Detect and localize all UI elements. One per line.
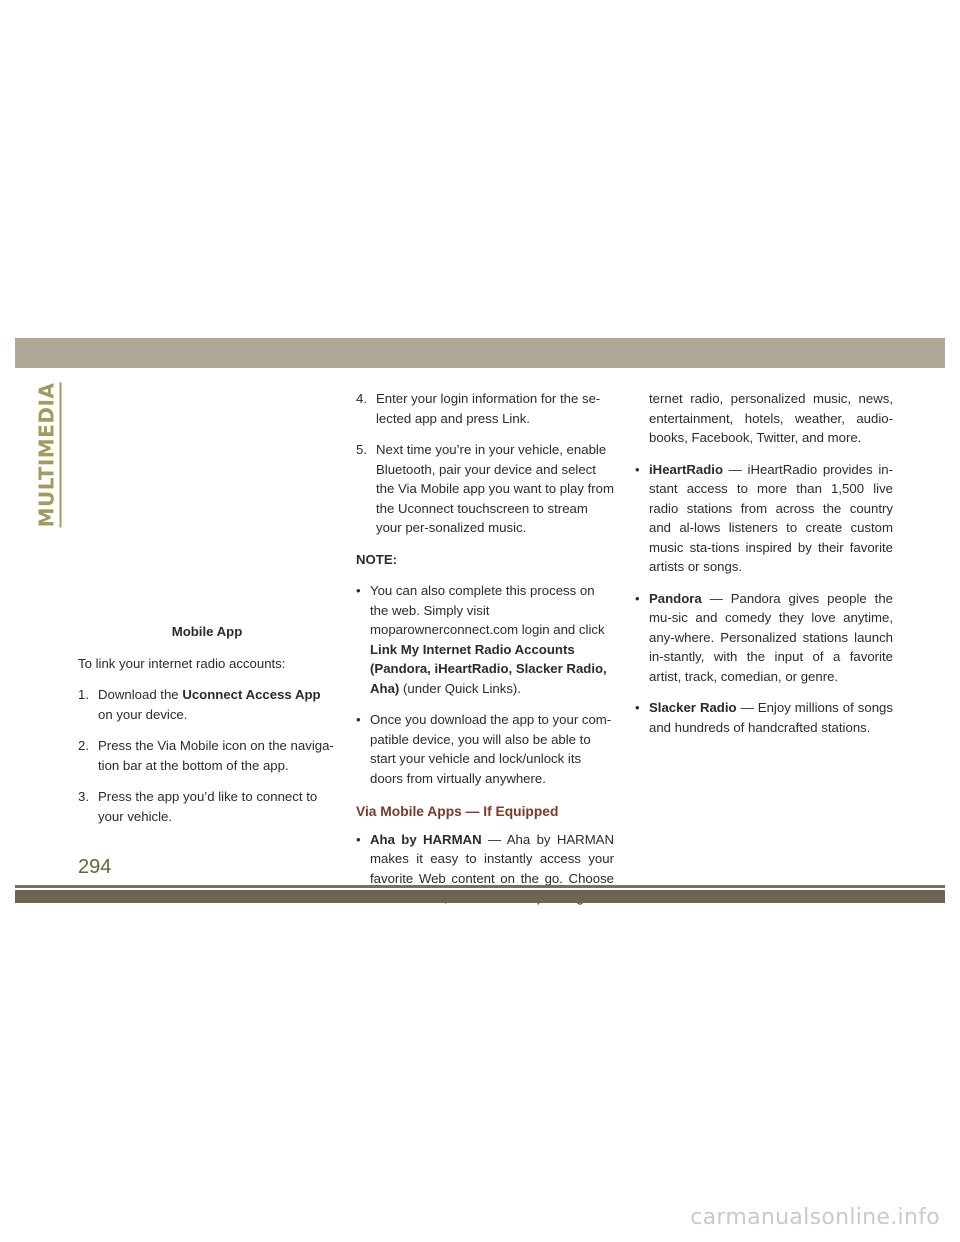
bullet-text: You can also complete this process on the web. Simply visit moparownerconnect.com login and click	[370, 583, 605, 637]
list-item	[356, 710, 614, 788]
step-number: 4.	[356, 391, 367, 406]
column-3	[635, 389, 893, 749]
step-text: Next time you’re in your vehicle, enable Bluetooth, pair your device and select the Via Mobile app you want to play from the Uconnect touchscreen to stream your per-sonalized music.	[376, 442, 614, 535]
step-number: 1.	[78, 687, 89, 702]
bullet-icon: •	[356, 583, 361, 598]
section-heading: Via Mobile Apps — If Equipped	[356, 804, 559, 819]
step-number: 5.	[356, 442, 367, 457]
figure-caption: Mobile App	[171, 624, 243, 639]
section-tab-label: MULTIMEDIA	[35, 382, 62, 527]
step-text: Press the app you’d like to connect to your vehicle.	[98, 789, 318, 824]
bullet-bold: iHeartRadio	[649, 461, 724, 477]
continuation-text: ternet radio, personalized music, news, entertainment, hotels, weather, audio-books, Facebook, Twitter, and more.	[649, 391, 893, 445]
bullet-text: — Enjoy millions of songs and hundreds of handcrafted stations.	[649, 700, 893, 735]
list-item	[78, 736, 336, 775]
list-item	[78, 787, 336, 826]
step-text: Download the	[98, 687, 183, 702]
list-item	[635, 698, 893, 737]
column-1	[78, 622, 336, 838]
bullet-bold: Link My Internet Radio Accounts (Pandora, iHeartRadio, Slacker Radio, Aha)	[370, 641, 607, 696]
list-item	[635, 589, 893, 687]
step-bold: Uconnect Access App	[182, 687, 321, 702]
page-number: 294	[78, 856, 112, 878]
step-number: 3.	[78, 789, 89, 804]
bullet-icon: •	[635, 461, 640, 477]
bullet-icon: •	[635, 700, 640, 715]
bullet-text: Once you download the app to your com-patible device, you will also be able to start your vehicle and lock/unlock its doors from virtually anywhere.	[370, 712, 612, 786]
bullet-bold: Slacker Radio	[649, 700, 737, 715]
step-text: Press the Via Mobile icon on the naviga-tion bar at the bottom of the app.	[98, 738, 334, 773]
list-item	[356, 581, 614, 698]
bullet-text: (under Quick Links).	[399, 680, 521, 696]
intro-text: To link your internet radio accounts:	[78, 655, 286, 671]
list-item	[356, 440, 614, 538]
bullet-icon: •	[635, 590, 640, 606]
column-2	[356, 389, 614, 920]
header-band	[15, 338, 945, 368]
list-item	[78, 685, 336, 724]
footer-band	[15, 890, 945, 903]
list-item	[356, 389, 614, 428]
bullet-text: — Aha by HARMAN makes it easy to instantly access your favorite Web content on the go. Choose	[370, 831, 615, 886]
bullet-icon: •	[356, 712, 361, 727]
bullet-text: — iHeartRadio provides in-stant access to more than 1,500 live radio stations from across the country and al-lows listeners to create custom music sta-tions inspired by their favorite artists or songs.	[649, 461, 893, 574]
bullet-bold: Aha by HARMAN	[370, 831, 482, 847]
watermark: carmanualsonline.info	[690, 1205, 940, 1230]
list-item	[635, 460, 893, 577]
step-number: 2.	[78, 738, 89, 753]
bullet-text: — Pandora gives people the mu-sic and comedy they love anytime, any-where. Personalized stations launch in-stantly, with the input of a favorite artist, track, comedian, or genre.	[649, 590, 893, 684]
section-tab	[28, 382, 68, 527]
note-label: NOTE:	[356, 551, 398, 567]
bullet-icon: •	[356, 831, 361, 847]
step-text: Enter your login information for the se-lected app and press Link.	[376, 391, 601, 426]
step-text: on your device.	[98, 706, 188, 722]
bullet-bold: Pandora	[649, 590, 702, 606]
